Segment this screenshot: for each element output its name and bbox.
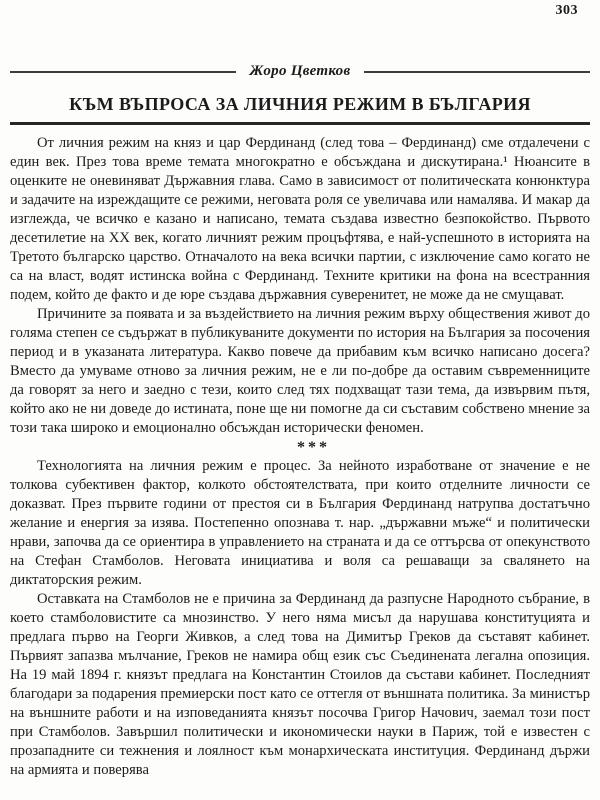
section-separator: *** xyxy=(297,439,330,456)
author-header xyxy=(10,63,590,80)
title-rule xyxy=(10,122,590,125)
author-rule-left xyxy=(10,71,236,73)
body-paragraph-4: Оставката на Стамболов не е причина за Фердинанд да разпусне Народното събрание, в което стамболовистите са мнозинство. У него няма мисъл да нарушава конституцията и предлага първо на Георги Живков, а след това на Димитър Греков да съставят кабинет. Първият запазва мълчание, Греков не намира общ език със Съединената легална опозиция. На 19 май 1894 г. князът предлага на Константин Стоилов да състави кабинет. Последният благодари за подарения премиерски пост като се оттегля от външната политика. За министър на външните работи и на изповеданията князът посочва Григор Начович, заемал този пост при Стамболов. Завършил политически и икономически науки в Париж, той е известен с прозападните си тежнения и лоялност към монархическата институция. Фердинанд държи на армията и поверява xyxy=(10,591,590,778)
body-paragraph-3: Технологията на личния режим е процес. За нейното изработване от значение е не толкова субективен фактор, колкото обстоятелствата, при които отделните личности се доказват. През първите години от престоя си в България Фердинанд натрупва достатъчно желание и енергия за изява. Постепенно опознава т. нар. „държавни мъже“ и политически нрави, започва да се ориентира в управлението на страната и да се оттърсва от опекунството на Стефан Стамболов. Неговата инициатива и воля са решаващи за свалянето на диктаторския режим. xyxy=(10,458,590,588)
article-title: КЪМ ВЪПРОСА ЗА ЛИЧНИЯ РЕЖИМ В БЪЛГАРИЯ xyxy=(69,94,531,114)
author-name: Жоро Цветков xyxy=(249,63,351,79)
body-paragraph-2: Причините за появата и за въздействието на личния режим върху обществения живот до голяма степен се съдържат в публикуваните документи по история на България за посочения период и в указаната литература. Какво повече да прибавим към всичко написано досега? Вместо да умуваме отново за личния режим, не е ли по-добре да оставим съвременниците да говорят за него и заедно с тези, които след тях подхващат тази тема, да извървим пътя, който ако не ни доведе до истината, поне ще ни помогне да си съставим собствено мнение за този така широко и емоционално обсъждан исторически феномен. xyxy=(10,306,590,436)
body-paragraph-1: От личния режим на княз и цар Фердинанд (след това – Фердинанд) сме отдалечени с един век. През това време темата многократно е обсъждана и дискутирана.¹ Нюансите в оценките не оневиняват Държавния глава. Само в зависимост от политическата конюнктура и задачите на изреждащите се режими, неговата роля се увеличава или намалява. И макар да изглежда, че всичко е казано и написано, темата създава известно безпокойство. Първото десетилетие на ХХ век, когато личният режим процъфтява, е най-успешното в историята на Третото българско царство. Отначалото на века всички партии, с изключение само когато не са на власт, водят истинска война с Фердинанд. Техните критики на фона на всестранния подем, който де факто и де юре създава държавния суверенитет, не може да не смущават. xyxy=(10,135,590,303)
author-rule-right xyxy=(364,71,590,73)
page-number: 303 xyxy=(555,3,578,18)
article-body xyxy=(10,134,590,780)
